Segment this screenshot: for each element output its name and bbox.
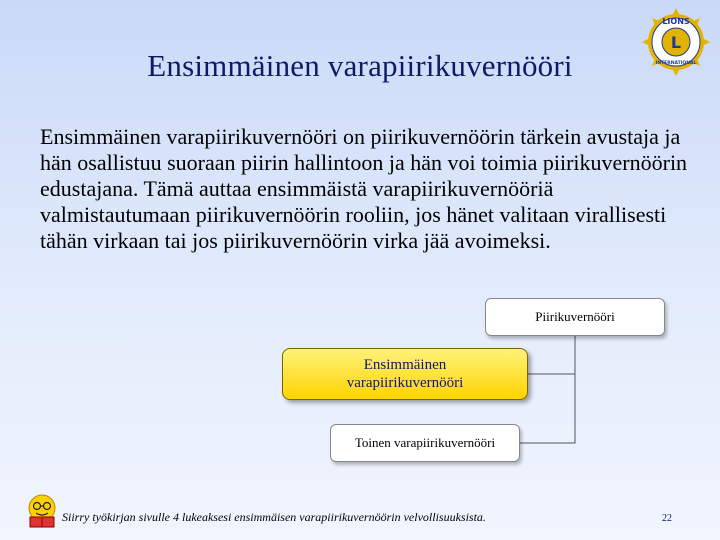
second-vice-label: Toinen varapiirikuvernööri [354, 435, 496, 450]
page-number: 22 [662, 513, 672, 524]
logo-letter: L [670, 33, 682, 52]
logo-top-text: LIONS [662, 17, 690, 26]
body-paragraph: Ensimmäinen varapiirikuvernööri on piirikuvernöörin tärkein avustaja ja hän osallistuu suoraan piirin hallintoon ja hän voi toimia piirikuvernöörin edustajana. Tämä auttaa ensimmäistä varapiirikuvernööriä valmistautumaan piirikuvernöörin rooliin, jos hänet valitaan virallisesti tähän virkaan tai jos piirikuvernöörin virka jää avoimeksi. [40, 124, 688, 253]
logo-bottom-text: INTERNATIONAL [655, 61, 697, 66]
first-vice-governor-box [282, 348, 528, 400]
footer-note: Siirry työkirjan sivulle 4 lukeaksesi ensimmäisen varapiirikuvernöörin velvollisuuksista. [62, 510, 486, 524]
governor-box [485, 298, 665, 336]
lions-emblem-icon [640, 6, 712, 78]
first-vice-label-line1: Ensimmäinen [363, 357, 447, 373]
governor-label: Piirikuvernööri [535, 309, 615, 324]
second-vice-governor-box [330, 424, 520, 462]
slide-title: Ensimmäinen varapiirikuvernööri [147, 48, 573, 83]
reading-face-icon [24, 492, 64, 532]
first-vice-label-line2: varapiirikuvernööri [346, 375, 464, 391]
